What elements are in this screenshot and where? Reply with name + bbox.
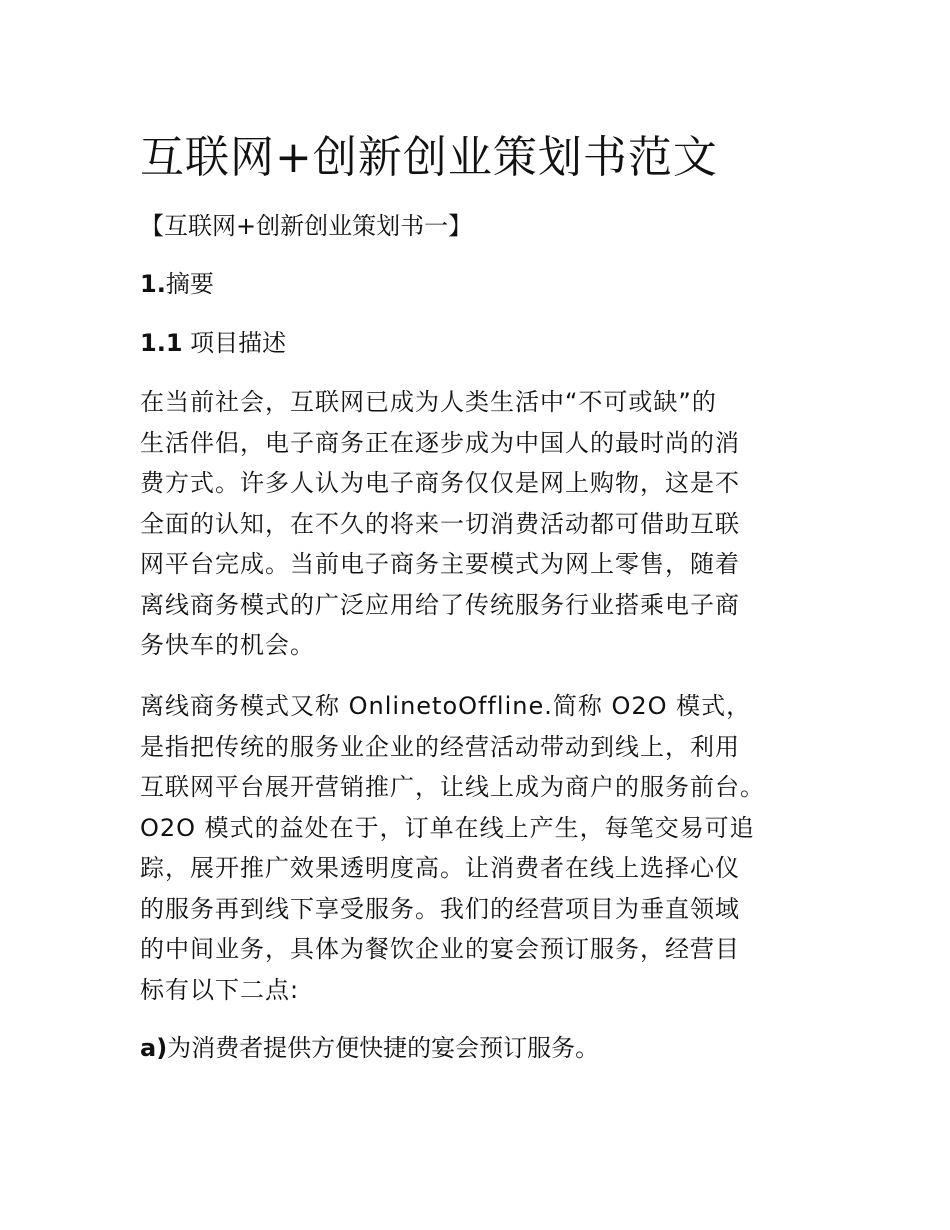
paragraph-line: 费方式。许多人认为电子商务仅仅是网上购物，这是不 <box>140 469 740 497</box>
paragraph-line: 全面的认知，在不久的将来一切消费活动都可借助互联 <box>140 509 740 538</box>
document-title: 互联网+创新创业策划书范文 <box>140 132 718 183</box>
list-item <box>140 1030 599 1066</box>
paragraph-line: 的服务再到线下享受服务。我们的经营项目为垂直领域 <box>140 894 740 923</box>
list-marker: a) <box>140 1034 168 1062</box>
paragraph-line: 务快车的机会。 <box>140 631 315 659</box>
document-subtitle: 【互联网+创新创业策划书一】 <box>140 212 473 240</box>
list-item-text: 为消费者提供方便快捷的宴会预订服务。 <box>167 1034 600 1062</box>
paragraph-line: 离线商务模式的广泛应用给了传统服务行业搭乘电子商 <box>140 590 740 619</box>
paragraph-line: 标有以下二点: <box>140 975 300 1004</box>
paragraph-line: 踪，展开推广效果透明度高。让消费者在线上选择心仪 <box>140 854 740 882</box>
section-title: 项目描述 <box>190 329 287 357</box>
section-number: 1.1 <box>140 329 183 357</box>
section-heading-1 <box>140 266 214 302</box>
paragraph-line: 网平台完成。当前电子商务主要模式为网上零售，随着 <box>140 550 740 578</box>
paragraph-line: 生活伴侣，电子商务正在逐步成为中国人的最时尚的消 <box>140 428 740 457</box>
paragraph-project-description <box>140 382 820 666</box>
section-heading-1-1 <box>140 325 286 361</box>
paragraph-line: 离线商务模式又称 OnlinetoOffline.简称 O2O 模式， <box>140 692 752 720</box>
section-number: 1. <box>140 270 166 298</box>
paragraph-o2o-model <box>140 686 820 1010</box>
section-title: 摘要 <box>165 270 214 298</box>
paragraph-line: 互联网平台展开营销推广，让线上成为商户的服务前台。 <box>140 773 765 801</box>
paragraph-line: 在当前社会，互联网已成为人类生活中“不可或缺”的 <box>140 388 717 416</box>
paragraph-line: 的中间业务，具体为餐饮企业的宴会预订服务，经营目 <box>140 935 740 963</box>
paragraph-line: 是指把传统的服务业企业的经营活动带动到线上，利用 <box>140 732 740 761</box>
paragraph-line: O2O 模式的益处在于，订单在线上产生，每笔交易可追 <box>140 813 755 842</box>
